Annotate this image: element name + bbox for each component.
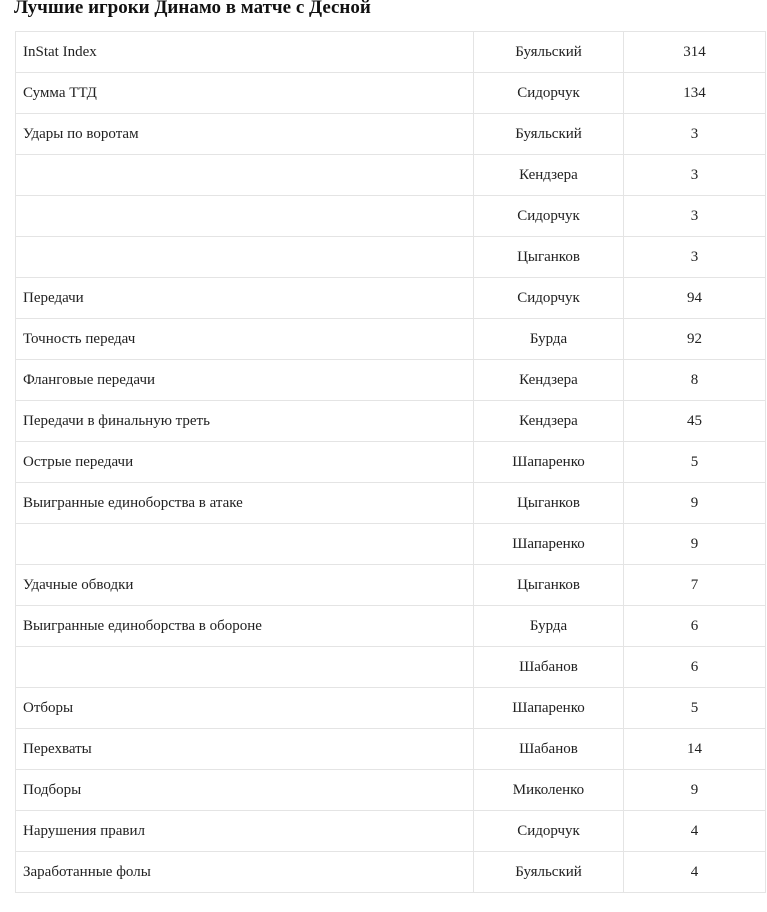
value-cell: 3 — [624, 114, 766, 155]
value-cell: 4 — [624, 811, 766, 852]
table-row — [16, 565, 766, 606]
metric-cell: Передачи в финальную треть — [16, 401, 474, 442]
player-cell: Шапаренко — [474, 688, 624, 729]
metric-cell: Отборы — [16, 688, 474, 729]
table-row — [16, 647, 766, 688]
value-cell: 9 — [624, 483, 766, 524]
stats-table — [15, 31, 766, 893]
value-cell: 8 — [624, 360, 766, 401]
value-cell: 94 — [624, 278, 766, 319]
metric-cell — [16, 155, 474, 196]
metric-cell: InStat Index — [16, 32, 474, 73]
player-cell: Шапаренко — [474, 524, 624, 565]
value-cell: 5 — [624, 442, 766, 483]
table-row — [16, 606, 766, 647]
metric-cell — [16, 524, 474, 565]
table-row — [16, 729, 766, 770]
metric-cell — [16, 237, 474, 278]
value-cell: 92 — [624, 319, 766, 360]
value-cell: 134 — [624, 73, 766, 114]
metric-cell: Подборы — [16, 770, 474, 811]
player-cell: Буяльский — [474, 852, 624, 893]
metric-cell: Фланговые передачи — [16, 360, 474, 401]
player-cell: Цыганков — [474, 237, 624, 278]
table-row — [16, 73, 766, 114]
player-cell: Цыганков — [474, 483, 624, 524]
metric-cell: Передачи — [16, 278, 474, 319]
metric-cell: Удачные обводки — [16, 565, 474, 606]
metric-cell: Заработанные фолы — [16, 852, 474, 893]
table-row — [16, 442, 766, 483]
player-cell: Цыганков — [474, 565, 624, 606]
player-cell: Бурда — [474, 606, 624, 647]
value-cell: 45 — [624, 401, 766, 442]
player-cell: Бурда — [474, 319, 624, 360]
metric-cell: Острые передачи — [16, 442, 474, 483]
table-row — [16, 401, 766, 442]
value-cell: 314 — [624, 32, 766, 73]
page-title: Лучшие игроки Динамо в матче с Десной — [14, 0, 371, 18]
table-row — [16, 32, 766, 73]
table-row — [16, 196, 766, 237]
table-row — [16, 278, 766, 319]
player-cell: Миколенко — [474, 770, 624, 811]
player-cell: Буяльский — [474, 32, 624, 73]
player-cell: Сидорчук — [474, 73, 624, 114]
metric-cell: Сумма ТТД — [16, 73, 474, 114]
value-cell: 14 — [624, 729, 766, 770]
metric-cell: Точность передач — [16, 319, 474, 360]
table-row — [16, 524, 766, 565]
player-cell: Шапаренко — [474, 442, 624, 483]
metric-cell: Нарушения правил — [16, 811, 474, 852]
value-cell: 9 — [624, 770, 766, 811]
table-row — [16, 360, 766, 401]
table-row — [16, 852, 766, 893]
table-row — [16, 114, 766, 155]
player-cell: Шабанов — [474, 729, 624, 770]
player-cell: Шабанов — [474, 647, 624, 688]
table-row — [16, 319, 766, 360]
stats-table-body — [16, 32, 766, 893]
player-cell: Кендзера — [474, 360, 624, 401]
metric-cell — [16, 196, 474, 237]
table-row — [16, 237, 766, 278]
metric-cell: Перехваты — [16, 729, 474, 770]
player-cell: Сидорчук — [474, 196, 624, 237]
table-row — [16, 688, 766, 729]
value-cell: 3 — [624, 237, 766, 278]
player-cell: Сидорчук — [474, 811, 624, 852]
table-row — [16, 811, 766, 852]
table-row — [16, 483, 766, 524]
value-cell: 3 — [624, 155, 766, 196]
table-row — [16, 770, 766, 811]
table-row — [16, 155, 766, 196]
metric-cell: Выигранные единоборства в атаке — [16, 483, 474, 524]
metric-cell: Удары по воротам — [16, 114, 474, 155]
value-cell: 6 — [624, 647, 766, 688]
player-cell: Буяльский — [474, 114, 624, 155]
value-cell: 4 — [624, 852, 766, 893]
value-cell: 6 — [624, 606, 766, 647]
metric-cell — [16, 647, 474, 688]
player-cell: Сидорчук — [474, 278, 624, 319]
player-cell: Кендзера — [474, 155, 624, 196]
value-cell: 7 — [624, 565, 766, 606]
value-cell: 3 — [624, 196, 766, 237]
value-cell: 5 — [624, 688, 766, 729]
metric-cell: Выигранные единоборства в обороне — [16, 606, 474, 647]
player-cell: Кендзера — [474, 401, 624, 442]
value-cell: 9 — [624, 524, 766, 565]
